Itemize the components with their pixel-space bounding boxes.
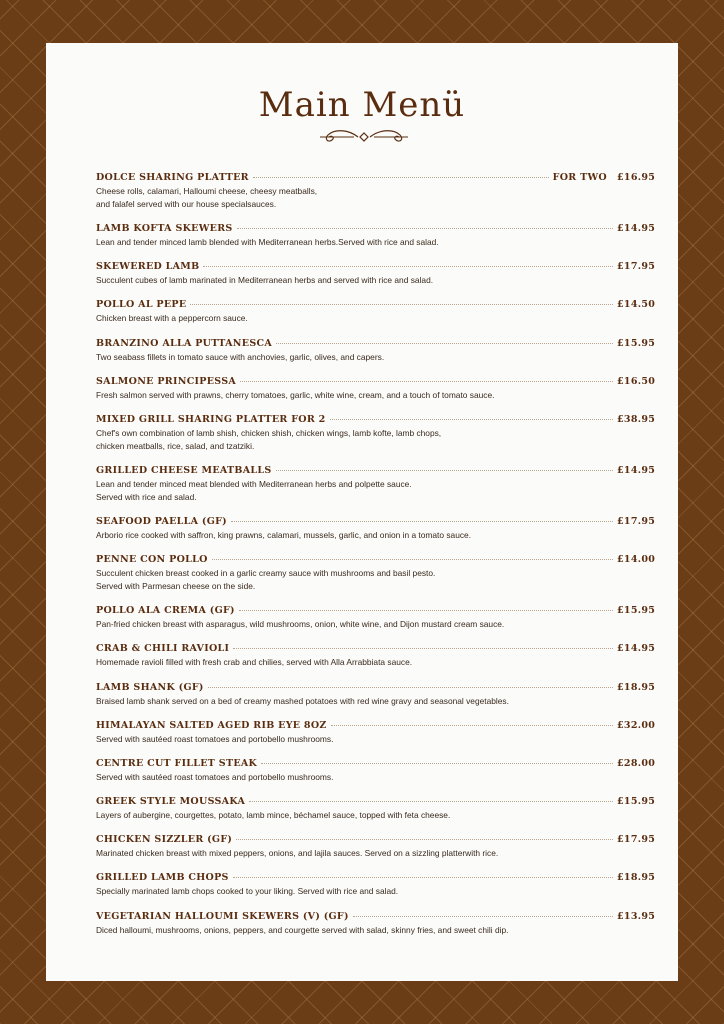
menu-item-note: FOR TWO (552, 172, 607, 183)
menu-item-name: POLLO AL PEPE (96, 299, 187, 311)
menu-item-description (96, 847, 649, 860)
menu-item-name: LAMB SHANK (GF) (96, 681, 204, 693)
menu-item (96, 681, 656, 720)
menu-item-name: POLLO ALA CREMA (GF) (96, 605, 235, 617)
menu-item-description (96, 924, 649, 937)
menu-item-name: GRILLED LAMB CHOPS (96, 872, 229, 884)
menu-item-name: LAMB KOFTA SKEWERS (96, 223, 233, 234)
menu-item-header (96, 261, 656, 274)
description-line: Pan-fried chicken breast with asparagus, wild mushrooms, onion, white wine, and Dijon mustard cream sauce. (96, 619, 505, 630)
page-title: Main Menü (258, 85, 466, 125)
dot-leader (276, 470, 613, 471)
dot-leader (237, 228, 613, 229)
description-line: Served with Parmesan cheese on the side. (96, 580, 256, 591)
menu-item-header (96, 834, 656, 847)
description-line: Succulent chicken breast cooked in a garlic creamy sauce with mushrooms and basil pesto. (96, 568, 436, 579)
menu-item-name: MIXED GRILL SHARING PLATTER FOR 2 (96, 413, 326, 425)
dot-leader (330, 419, 613, 420)
menu-item-description (96, 567, 649, 593)
menu-item (96, 605, 656, 643)
menu-item (96, 375, 656, 414)
menu-item-description (96, 656, 649, 669)
menu-items-list (96, 172, 656, 949)
dot-leader (276, 343, 613, 344)
menu-item-name: PENNE CON POLLO (96, 554, 208, 566)
description-line: Served with sautéed roast tomatoes and portobello mushrooms. (96, 733, 334, 744)
menu-item-description (96, 274, 649, 287)
description-line: and falafel served with our house specialsauces. (96, 198, 277, 209)
menu-item-description (96, 885, 649, 898)
dot-leader (203, 266, 613, 267)
description-line: Specially marinated lamb chops cooked to your liking. Served with rice and salad. (96, 886, 399, 897)
menu-item-price: £18.95 (617, 681, 656, 693)
flourish-ornament-icon (318, 127, 410, 149)
dot-leader (233, 648, 613, 649)
menu-item-price: £32.00 (617, 719, 656, 731)
menu-item-header (96, 719, 656, 733)
menu-item-header (96, 681, 656, 695)
menu-item-name: SALMONE PRINCIPESSA (96, 375, 237, 387)
menu-item-header (96, 643, 656, 656)
menu-item-description (96, 312, 649, 325)
menu-item-price: £16.50 (617, 375, 656, 387)
menu-item-header (96, 605, 656, 618)
menu-item-header (96, 796, 656, 809)
menu-item-name: GRILLED CHEESE MEATBALLS (96, 464, 272, 476)
menu-item (96, 172, 656, 223)
description-line: Lean and tender minced meat blended with Mediterranean herbs and polpette sauce. (96, 478, 412, 489)
menu-page (46, 43, 678, 981)
dot-leader (331, 725, 613, 726)
menu-item-description (96, 389, 649, 402)
menu-item (96, 261, 656, 299)
description-line: Two seabass fillets in tomato sauce with anchovies, garlic, olives, and capers. (96, 351, 385, 362)
menu-item-header (96, 872, 656, 885)
dot-leader (261, 763, 613, 764)
menu-item-name: CHICKEN SIZZLER (GF) (96, 834, 233, 846)
description-line: Fresh salmon served with prawns, cherry tomatoes, garlic, white wine, cream, and a touch of tomato sauce. (96, 389, 495, 400)
description-line: Chicken breast with a peppercorn sauce. (96, 313, 248, 324)
menu-item-description (96, 236, 649, 249)
description-line: Lean and tender minced lamb blended with Mediterranean herbs.Served with rice and salad. (96, 237, 439, 247)
description-line: Diced halloumi, mushrooms, onions, peppers, and courgette served with salad, skinny fries, and sweet chili dip. (96, 924, 509, 935)
menu-item-name: CENTRE CUT FILLET STEAK (96, 757, 258, 769)
menu-item-price: £17.95 (617, 515, 656, 527)
dot-leader (212, 559, 613, 560)
menu-item-header (96, 337, 656, 351)
menu-item-header (96, 554, 656, 567)
dot-leader (233, 877, 613, 878)
description-line: Arborio rice cooked with saffron, king prawns, calamari, mussels, garlic, and onion in a tomato sauce. (96, 529, 472, 540)
menu-item-name: SKEWERED LAMB (96, 261, 200, 273)
menu-item-header (96, 375, 656, 389)
menu-item-price: £17.95 (617, 834, 656, 846)
menu-item-header (96, 515, 656, 529)
dot-leader (353, 916, 613, 917)
menu-item-description (96, 185, 649, 211)
description-line: Served with sautéed roast tomatoes and portobello mushrooms. (96, 771, 334, 782)
menu-item-header (96, 413, 656, 427)
menu-item-description (96, 809, 649, 822)
menu-item-price: £14.50 (617, 299, 656, 311)
description-line: Layers of aubergine, courgettes, potato, lamb mince, béchamel sauce, topped with feta cheese. (96, 810, 451, 821)
menu-item (96, 554, 656, 605)
menu-item-price: £13.95 (617, 910, 656, 922)
menu-item-price: £15.95 (617, 605, 656, 617)
menu-item-header (96, 172, 656, 185)
menu-item (96, 299, 656, 337)
menu-item-header (96, 299, 656, 312)
menu-item (96, 643, 656, 681)
dot-leader (231, 521, 613, 522)
menu-item-price: £14.95 (617, 464, 656, 476)
menu-item-price: £28.00 (617, 757, 656, 769)
menu-item-description (96, 618, 649, 631)
menu-item-name: VEGETARIAN HALLOUMI SKEWERS (V) (GF) (96, 910, 349, 922)
dot-leader (253, 177, 549, 178)
menu-item (96, 223, 656, 261)
menu-item-name: DOLCE SHARING PLATTER (96, 172, 249, 183)
menu-item-price: £15.95 (617, 796, 656, 808)
menu-item-name: SEAFOOD PAELLA (GF) (96, 515, 227, 527)
menu-item-name: BRANZINO ALLA PUTTANESCA (96, 337, 273, 349)
dot-leader (239, 610, 613, 611)
menu-item-header (96, 910, 656, 924)
menu-item-price: £38.95 (617, 413, 656, 425)
menu-item-header (96, 464, 656, 478)
menu-item (96, 834, 656, 872)
description-line: Succulent cubes of lamb marinated in Mediterranean herbs and served with rice and salad. (96, 275, 434, 286)
dot-leader (236, 839, 613, 840)
dot-leader (208, 687, 613, 688)
dot-leader (249, 801, 613, 802)
menu-item-description (96, 478, 649, 504)
menu-item (96, 872, 656, 910)
menu-item (96, 515, 656, 554)
menu-item-description (96, 427, 649, 453)
menu-item-name: HIMALAYAN SALTED AGED RIB EYE 8OZ (96, 719, 327, 731)
menu-item-price: £14.00 (617, 554, 656, 566)
menu-item (96, 719, 656, 758)
description-line: Served with rice and salad. (96, 491, 197, 502)
menu-item-header (96, 223, 656, 236)
description-line: Homemade ravioli filled with fresh crab and chilies, served with Alla Arrabbiata sauce. (96, 657, 413, 668)
menu-item-description (96, 771, 649, 784)
menu-item-name: GREEK STYLE MOUSSAKA (96, 796, 246, 808)
menu-item-description (96, 733, 649, 746)
description-line: Braised lamb shank served on a bed of creamy mashed potatoes with red wine gravy and seasonal vegetables. (96, 695, 509, 706)
description-line: chicken meatballs, rice, salad, and tzatziki. (96, 440, 255, 451)
menu-item-price: £14.95 (617, 643, 656, 655)
menu-item-description (96, 351, 649, 364)
menu-item-name: CRAB & CHILI RAVIOLI (96, 643, 230, 655)
menu-item-price: £15.95 (617, 337, 656, 349)
menu-item-price: £18.95 (617, 872, 656, 884)
menu-item-price: £16.95 (617, 172, 656, 183)
description-line: Marinated chicken breast with mixed peppers, onions, and lajila sauces. Served on a sizzling platterwith rice. (96, 848, 499, 859)
menu-item (96, 757, 656, 796)
menu-item (96, 337, 656, 376)
menu-item-price: £17.95 (617, 261, 656, 273)
dot-leader (190, 304, 613, 305)
menu-item-header (96, 757, 656, 771)
description-line: Cheese rolls, calamari, Halloumi cheese, cheesy meatballs, (96, 186, 318, 196)
menu-item (96, 464, 656, 516)
dot-leader (240, 381, 613, 382)
menu-item (96, 796, 656, 834)
description-line: Chef's own combination of lamb shish, chicken shish, chicken wings, lamb kofte, lamb chops, (96, 427, 442, 438)
menu-item (96, 413, 656, 465)
menu-item (96, 910, 656, 949)
menu-item-description (96, 695, 649, 708)
menu-item-price: £14.95 (617, 223, 656, 234)
menu-item-description (96, 529, 649, 542)
